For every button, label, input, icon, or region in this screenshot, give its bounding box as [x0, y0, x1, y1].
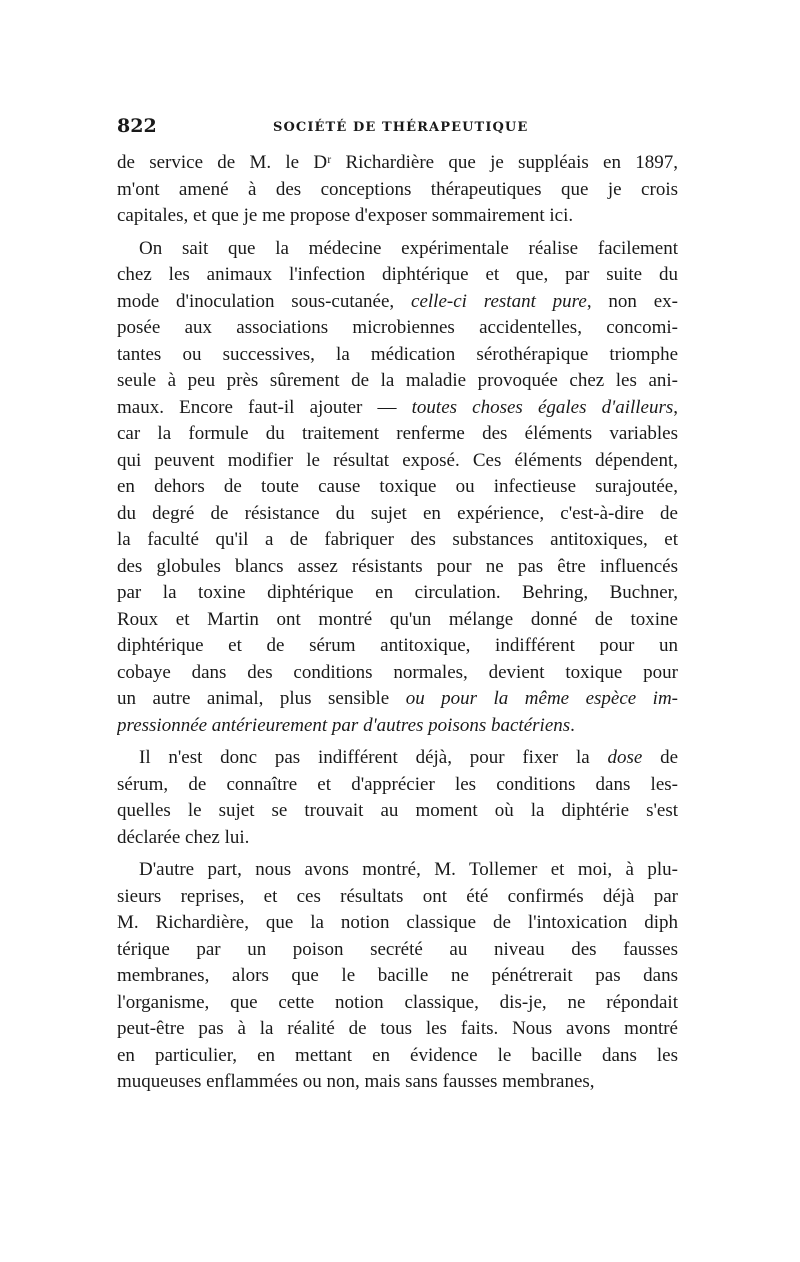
text-segment: mode d'inoculation sous-cutanée,	[117, 290, 412, 312]
page-number: 822	[117, 115, 157, 137]
text-segment: m'ont amené à des conceptions thérapeutiques que je crois	[117, 178, 678, 200]
text-segment: sieurs reprises, et ces résultats ont été confirmés déjà par	[117, 885, 678, 907]
text-line	[117, 937, 678, 964]
text-line	[117, 554, 678, 581]
text-line	[117, 713, 678, 740]
text-segment: muqueuses enflammées ou non, mais sans fausses membranes,	[117, 1071, 595, 1092]
text-line	[117, 580, 678, 607]
text-segment: qui peuvent modifier le résultat exposé. Ces éléments dépendent,	[117, 449, 678, 471]
text-line	[117, 342, 678, 369]
text-segment: des globules blancs assez résistants pour ne pas être influencés	[117, 555, 678, 577]
text-line	[117, 448, 678, 475]
text-line	[117, 501, 678, 528]
text-segment: maux. Encore faut-il ajouter —	[117, 396, 412, 418]
text-line	[117, 368, 678, 395]
text-segment: chez les animaux l'infection diphtérique et que, par suite du	[117, 264, 678, 285]
text-line	[117, 236, 678, 263]
text-segment: membranes, alors que le bacille ne pénétrerait pas dans	[117, 965, 678, 986]
text-line	[117, 289, 678, 316]
text-line	[117, 262, 678, 289]
page-header	[117, 116, 678, 140]
text-segment: capitales, et que je me propose d'exposer sommairement ici.	[117, 205, 574, 226]
text-segment: quelles le sujet se trouvait au moment où la diphtérie s'est	[117, 800, 678, 821]
text-line	[117, 772, 678, 799]
text-line	[117, 150, 678, 177]
text-segment: peut-être pas à la réalité de tous les faits. Nous avons montré	[117, 1018, 678, 1039]
text-line	[117, 421, 678, 448]
body-text	[117, 150, 678, 1096]
text-segment: seule à peu près sûrement de la maladie provoquée chez les ani-	[117, 370, 678, 391]
text-segment: en particulier, en mettant en évidence le bacille dans les	[117, 1044, 678, 1066]
text-line	[117, 1043, 678, 1070]
text-segment: térique par un poison secrété au niveau des fausses	[117, 938, 678, 960]
text-line	[117, 825, 678, 852]
text-line	[117, 857, 678, 884]
text-segment: déclarée chez lui.	[117, 826, 250, 848]
text-line	[117, 527, 678, 554]
text-segment: M. Richardière, que la notion classique de l'intoxication diph	[117, 912, 678, 933]
text-line	[117, 798, 678, 825]
text-segment: posée aux associations microbiennes accidentelles, concomi-	[117, 317, 678, 338]
text-segment: la faculté qu'il a de fabriquer des substances antitoxiques, et	[117, 529, 678, 550]
text-line	[117, 633, 678, 660]
paragraph	[117, 745, 678, 851]
text-segment: diphtérique et de sérum antitoxique, indifférent pour un	[117, 635, 678, 656]
text-line	[117, 607, 678, 634]
text-segment: , non ex-	[586, 290, 678, 312]
paragraph	[117, 236, 678, 740]
text-segment: en dehors de toute cause toxique ou infectieuse surajoutée,	[117, 476, 678, 497]
text-segment: de	[642, 747, 678, 768]
text-segment: tantes ou successives, la médication sérothérapique triomphe	[117, 343, 678, 365]
text-line	[117, 474, 678, 501]
text-line	[117, 177, 678, 204]
italic-text: pressionnée antérieurement par d'autres poisons bactériens	[117, 714, 571, 736]
text-segment: par la toxine diphtérique en circulation. Behring, Buchner,	[117, 582, 678, 603]
text-segment: l'organisme, que cette notion classique, dis-je, ne répondait	[117, 991, 678, 1013]
italic-text: ou pour la même espèce im-	[405, 688, 678, 709]
text-line	[117, 910, 678, 937]
text-line	[117, 315, 678, 342]
paragraph	[117, 857, 678, 1096]
text-segment: .	[570, 714, 575, 736]
running-title: SOCIÉTÉ DE THÉRAPEUTIQUE	[273, 120, 529, 135]
text-segment: Il n'est donc pas indifférent déjà, pour fixer la	[139, 747, 608, 768]
italic-text: dose	[607, 747, 643, 768]
text-segment: Roux et Martin ont montré qu'un mélange donné de toxine	[117, 608, 678, 630]
text-line	[117, 203, 678, 230]
text-segment: D'autre part, nous avons montré, M. Tollemer et moi, à plu-	[139, 859, 678, 880]
italic-text: celle-ci restant pure	[411, 290, 587, 312]
text-line	[117, 990, 678, 1017]
text-line	[117, 686, 678, 713]
text-segment: sérum, de connaître et d'apprécier les conditions dans les-	[117, 773, 678, 795]
paragraph	[117, 150, 678, 230]
text-line	[117, 1069, 678, 1096]
text-segment: de service de M. le Dʳ Richardière que je suppléais en 1897,	[117, 152, 678, 173]
text-line	[117, 745, 678, 772]
text-segment: un autre animal, plus sensible	[117, 688, 406, 709]
text-segment: du degré de résistance du sujet en expérience, c'est-à-dire de	[117, 502, 678, 524]
text-segment: On sait que la médecine expérimentale réalise facilement	[139, 237, 678, 259]
text-line	[117, 660, 678, 687]
text-line	[117, 1016, 678, 1043]
text-segment: ,	[673, 396, 678, 418]
text-line	[117, 884, 678, 911]
text-segment: cobaye dans des conditions normales, devient toxique pour	[117, 661, 678, 683]
text-segment: car la formule du traitement renferme des éléments variables	[117, 423, 678, 444]
text-line	[117, 395, 678, 422]
italic-text: toutes choses égales d'ailleurs	[411, 396, 674, 418]
text-line	[117, 963, 678, 990]
